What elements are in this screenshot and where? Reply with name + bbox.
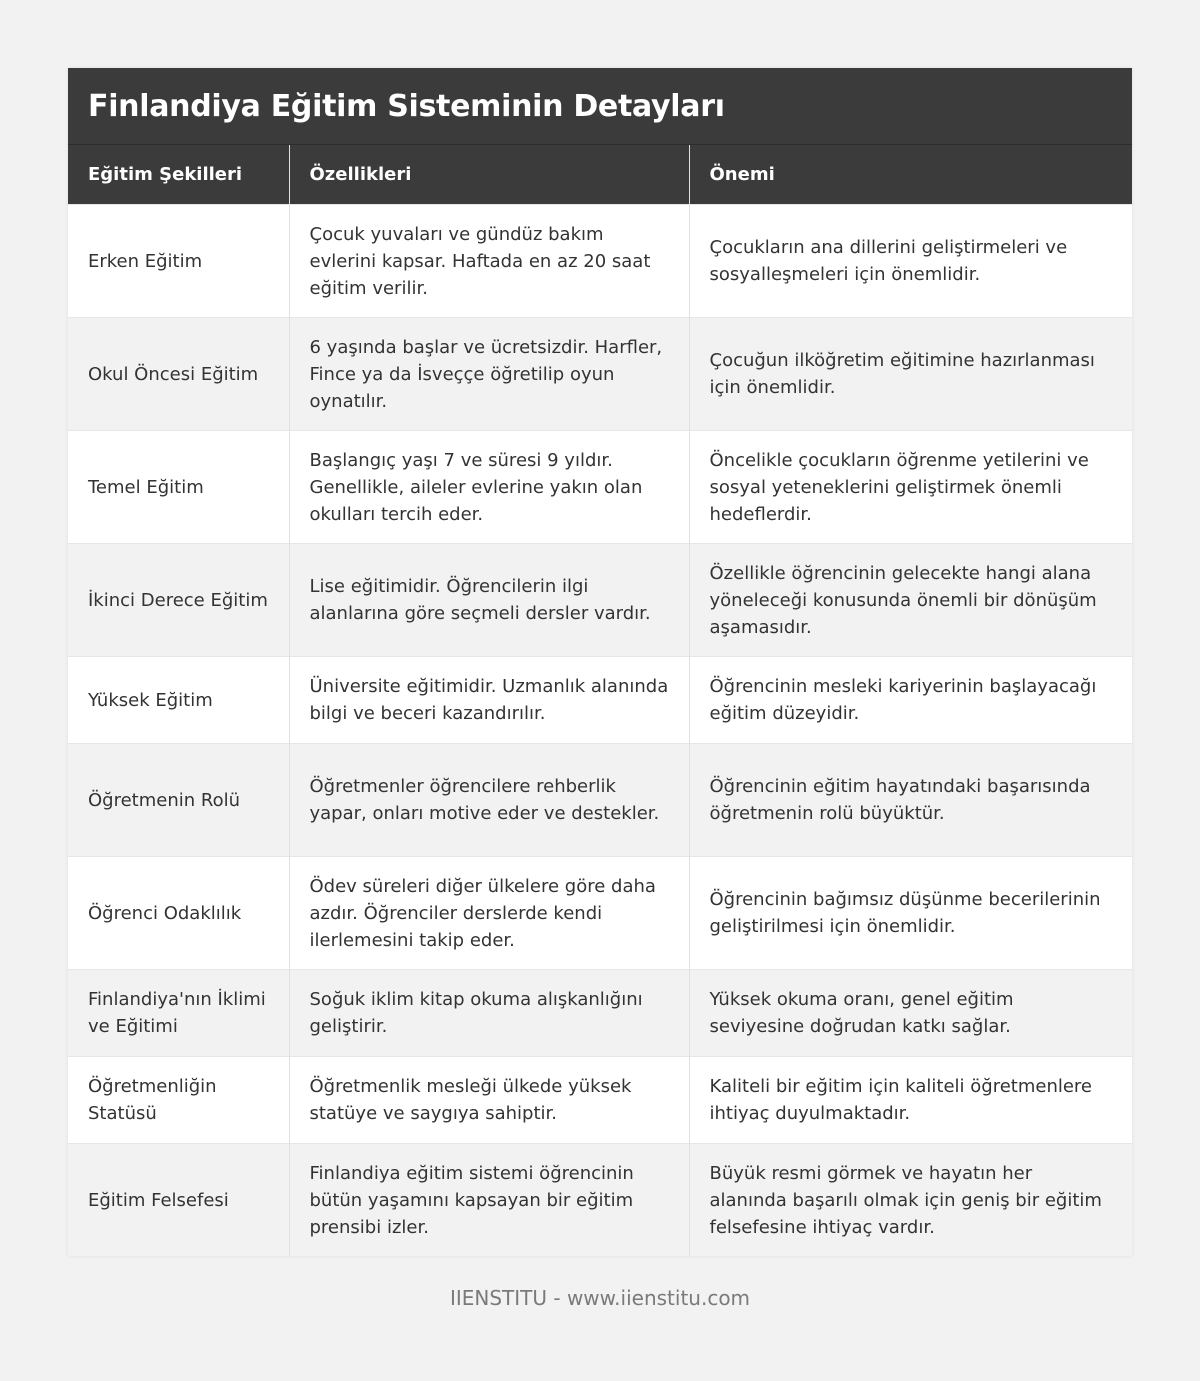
cell-features: Soğuk iklim kitap okuma alışkanlığını geliştirir.: [289, 970, 689, 1057]
table-row: [68, 970, 1132, 1057]
cell-type: İkinci Derece Eğitim: [68, 544, 289, 657]
column-header-type: Eğitim Şekilleri: [68, 145, 289, 205]
table-row: [68, 1057, 1132, 1144]
table-title: Finlandiya Eğitim Sisteminin Detayları: [88, 88, 725, 124]
cell-importance: Çocuğun ilköğretim eğitimine hazırlanması için önemlidir.: [689, 318, 1132, 431]
cell-type: Eğitim Felsefesi: [68, 1144, 289, 1257]
education-table: [68, 145, 1132, 1256]
cell-features: Başlangıç yaşı 7 ve süresi 9 yıldır. Genellikle, aileler evlerine yakın olan okulları tercih eder.: [289, 431, 689, 544]
cell-type: Yüksek Eğitim: [68, 657, 289, 744]
cell-features: Finlandiya eğitim sistemi öğrencinin bütün yaşamını kapsayan bir eğitim prensibi izler.: [289, 1144, 689, 1257]
column-header-features: Özellikleri: [289, 145, 689, 205]
table-row: [68, 657, 1132, 744]
cell-importance: Öğrencinin bağımsız düşünme becerilerinin geliştirilmesi için önemlidir.: [689, 857, 1132, 970]
cell-importance: Öğrencinin mesleki kariyerinin başlayacağı eğitim düzeyidir.: [689, 657, 1132, 744]
cell-type: Finlandiya'nın İklimi ve Eğitimi: [68, 970, 289, 1057]
cell-type: Temel Eğitim: [68, 431, 289, 544]
title-bar: [68, 68, 1132, 145]
cell-features: Öğretmenlik mesleği ülkede yüksek statüye ve saygıya sahiptir.: [289, 1057, 689, 1144]
cell-features: Üniversite eğitimidir. Uzmanlık alanında bilgi ve beceri kazandırılır.: [289, 657, 689, 744]
table-row: [68, 205, 1132, 318]
cell-features: Ödev süreleri diğer ülkelere göre daha azdır. Öğrenciler derslerde kendi ilerlemesini takip eder.: [289, 857, 689, 970]
cell-importance: Çocukların ana dillerini geliştirmeleri ve sosyalleşmeleri için önemlidir.: [689, 205, 1132, 318]
footer-credit: IIENSTITU - www.iienstitu.com: [449, 1286, 751, 1310]
cell-type: Öğretmenin Rolü: [68, 744, 289, 857]
cell-importance: Öğrencinin eğitim hayatındaki başarısında öğretmenin rolü büyüktür.: [689, 744, 1132, 857]
header-row: [68, 145, 1132, 205]
table-card: [68, 68, 1132, 1256]
cell-importance: Yüksek okuma oranı, genel eğitim seviyesine doğrudan katkı sağlar.: [689, 970, 1132, 1057]
table-row: [68, 431, 1132, 544]
cell-type: Öğretmenliğin Statüsü: [68, 1057, 289, 1144]
cell-features: 6 yaşında başlar ve ücretsizdir. Harfler, Fince ya da İsveççe öğretilip oyun oynatılır.: [289, 318, 689, 431]
cell-importance: Özellikle öğrencinin gelecekte hangi alana yöneleceği konusunda önemli bir dönüşüm aşamasıdır.: [689, 544, 1132, 657]
cell-type: Öğrenci Odaklılık: [68, 857, 289, 970]
cell-importance: Büyük resmi görmek ve hayatın her alanında başarılı olmak için geniş bir eğitim felsefesine ihtiyaç vardır.: [689, 1144, 1132, 1257]
cell-type: Okul Öncesi Eğitim: [68, 318, 289, 431]
cell-features: Lise eğitimidir. Öğrencilerin ilgi alanlarına göre seçmeli dersler vardır.: [289, 544, 689, 657]
cell-features: Çocuk yuvaları ve gündüz bakım evlerini kapsar. Haftada en az 20 saat eğitim verilir.: [289, 205, 689, 318]
table-row: [68, 318, 1132, 431]
table-row: [68, 857, 1132, 970]
cell-features: Öğretmenler öğrencilere rehberlik yapar, onları motive eder ve destekler.: [289, 744, 689, 857]
table-row: [68, 544, 1132, 657]
table-row: [68, 744, 1132, 857]
cell-type: Erken Eğitim: [68, 205, 289, 318]
cell-importance: Kaliteli bir eğitim için kaliteli öğretmenlere ihtiyaç duyulmaktadır.: [689, 1057, 1132, 1144]
cell-importance: Öncelikle çocukların öğrenme yetilerini ve sosyal yeteneklerini geliştirmek önemli hedeflerdir.: [689, 431, 1132, 544]
column-header-importance: Önemi: [689, 145, 1132, 205]
table-row: [68, 1144, 1132, 1257]
